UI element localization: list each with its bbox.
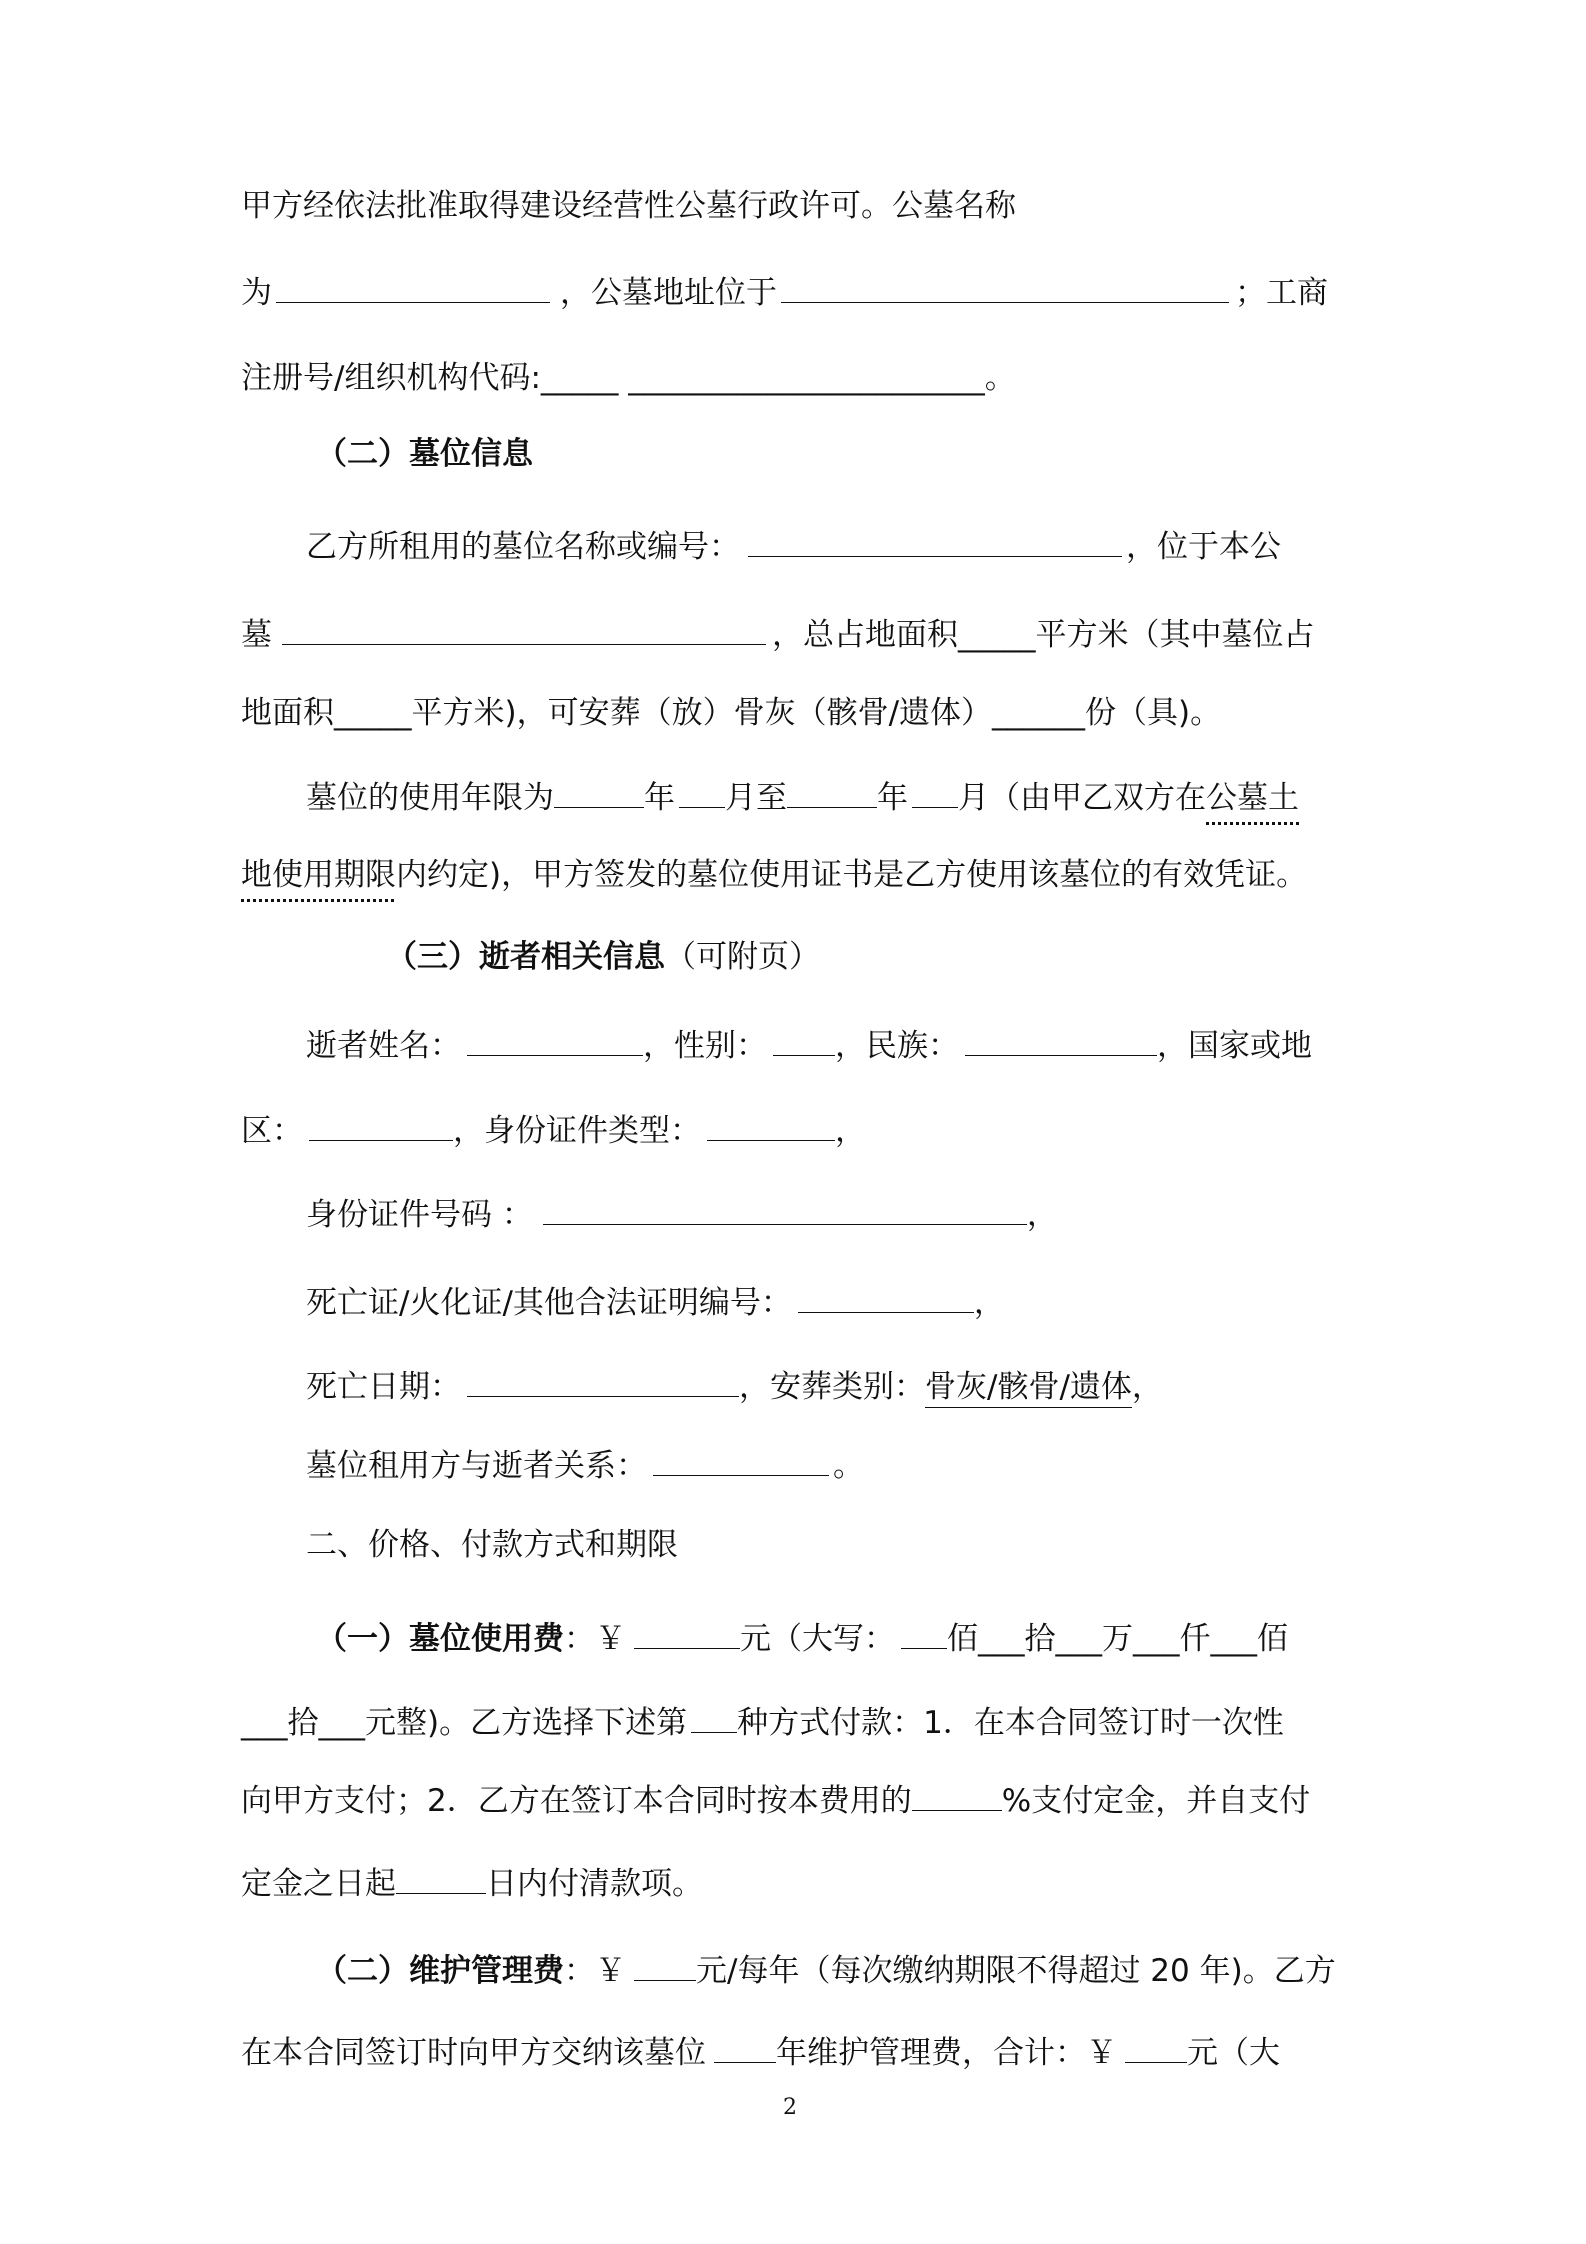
payment-days-blank[interactable] (396, 1859, 486, 1894)
region-blank[interactable] (309, 1106, 453, 1141)
cemetery-name-blank[interactable] (276, 268, 550, 303)
deceased-name-blank[interactable] (467, 1021, 643, 1056)
start-month-blank[interactable] (679, 773, 725, 808)
page-number: 2 (783, 2095, 797, 2120)
text-line-tomb-number: 乙方所租用的墓位名称或编号： ，位于本公 (306, 522, 1281, 562)
text-line-death-certificate: 死亡证/火化证/其他合法证明编号： ， (306, 1278, 1005, 1318)
tomb-location-blank[interactable] (282, 610, 766, 645)
text-line-maintenance-total: 在本合同签订时向甲方交纳该墓位年维护管理费，合计：￥ 元（大 (241, 2028, 1280, 2068)
tomb-number-blank[interactable] (748, 522, 1122, 557)
heading-deceased-info: （三）逝者相关信息（可附页） (386, 939, 820, 975)
text-line-permit: 甲方经依法批准取得建设经营性公墓行政许可。公墓名称 (241, 188, 1016, 224)
ethnicity-blank[interactable] (965, 1021, 1157, 1056)
burial-type-options[interactable]: 骨灰/骸骨/遗体 (925, 1367, 1132, 1408)
text-line-certificate: 地使用期限内约定)，甲方签发的墓位使用证书是乙方使用该墓位的有效凭证。 (241, 857, 1308, 893)
start-year-blank[interactable] (554, 773, 644, 808)
text-line-id-number: 身份证件号码 ： ， (306, 1190, 1058, 1230)
text-line-payment-days: 定金之日起 日内付清款项。 (241, 1859, 703, 1899)
end-month-blank[interactable] (912, 773, 958, 808)
text-line-region: 区： ，身份证件类型： ， (241, 1106, 866, 1146)
end-year-blank[interactable] (787, 773, 877, 808)
text-line-deposit: 向甲方支付；2．乙方在签订本合同时按本费用的 %支付定金，并自支付 (241, 1776, 1310, 1816)
text-line-term: 墓位的使用年限为 年 月至 年 月（由甲乙双方在公墓土 (306, 773, 1299, 813)
tomb-fee-blank[interactable] (634, 1614, 740, 1649)
id-type-blank[interactable] (707, 1106, 835, 1141)
fee-uppercase-blanks[interactable]: 佰___拾___万___仟___佰 (947, 1621, 1288, 1657)
maintenance-total-blank[interactable] (1125, 2028, 1187, 2063)
emphasis-text: 地使用期限 (241, 857, 396, 893)
text-line-payment-method: ___拾___元整)。乙方选择下述第 种方式付款：1．在本合同签订时一次性 (241, 1698, 1284, 1738)
registration-number-blank[interactable]: _____ _______________________ (540, 360, 985, 396)
id-number-blank[interactable] (543, 1190, 1027, 1225)
relationship-blank[interactable] (653, 1441, 829, 1476)
text-line-tomb-location: 墓 ，总占地面积_____平方米（其中墓位占 (241, 610, 1315, 650)
gender-blank[interactable] (773, 1021, 835, 1056)
text-line-area: 地面积_____平方米)，可安葬（放）骨灰（骸骨/遗体）______份（具)。 (241, 695, 1222, 731)
fee-hundred-million-blank[interactable] (901, 1614, 947, 1649)
text-line-registration: 注册号/组织机构代码:_____ _______________________。 (241, 360, 1016, 396)
emphasis-text: 公墓土 (1206, 780, 1299, 816)
text-line-death-date: 死亡日期： ，安葬类别：骨灰/骸骨/遗体， (306, 1362, 1163, 1402)
maintenance-fee-blank[interactable] (634, 1946, 696, 1981)
heading-tomb-info: （二）墓位信息 (316, 436, 533, 472)
text-line-tomb-fee: （一）墓位使用费：￥ 元（大写： 佰___拾___万___仟___佰 (316, 1614, 1288, 1654)
heading-price-payment: 二、价格、付款方式和期限 (306, 1527, 678, 1563)
text-line-cemetery-name: 为 ，公墓地址位于 ；工商 (241, 268, 1328, 308)
text-line-deceased-name: 逝者姓名： ，性别： ，民族： ，国家或地 (306, 1021, 1312, 1061)
cemetery-address-blank[interactable] (781, 268, 1229, 303)
death-date-blank[interactable] (467, 1362, 739, 1397)
payment-method-blank[interactable] (691, 1698, 737, 1733)
death-certificate-blank[interactable] (798, 1278, 974, 1313)
deposit-percent-blank[interactable] (912, 1776, 1002, 1811)
text-line-maintenance-fee: （二）维护管理费：￥ 元/每年（每次缴纳期限不得超过 20 年)。乙方 (316, 1946, 1336, 1986)
maintenance-years-blank[interactable] (714, 2028, 776, 2063)
text-line-relationship: 墓位租用方与逝者关系： 。 (306, 1441, 864, 1481)
